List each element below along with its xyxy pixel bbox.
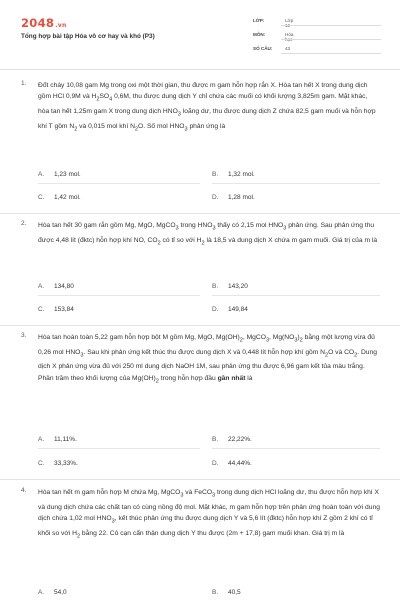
meta-underline xyxy=(281,53,381,54)
meta-underline xyxy=(281,39,381,40)
meta-underline xyxy=(281,25,381,26)
question-text: Hòa tan hết 30 gam rắn gồm Mg, MgO, MgCO$_3$ trong $HNO_3$ thấy có 2,15 mol $HNO_3$ phản ứng. Sau phản ứng thu được 4,48 lít (đktc) hỗn hợp khí NO, $CO_2$ có tỉ so với $H_2$ là 18,5 và dung dịch X chứa m gam muối. Giá trị của m là xyxy=(38,222,378,246)
option-divider xyxy=(212,183,380,184)
option-label: B. xyxy=(212,589,219,596)
option-label: A. xyxy=(38,171,45,178)
question-separator xyxy=(0,479,400,480)
meta-key: SỐ CÂU: xyxy=(253,46,273,51)
option-text: 22,22%. xyxy=(228,436,252,443)
page-title: Tổng hợp bài tập Hóa vô cơ hay và khó (P3) xyxy=(21,33,155,40)
option-divider xyxy=(212,295,380,296)
meta-key: LỚP: xyxy=(253,18,265,23)
option-text: 153,84 xyxy=(54,306,74,313)
option-label: C. xyxy=(38,194,45,201)
option-label: A. xyxy=(38,589,45,596)
option-text: 11,11%. xyxy=(54,436,77,443)
meta-value: Hóa xyxy=(285,32,294,37)
option-divider xyxy=(38,295,200,296)
option-text: 1,28 mol. xyxy=(228,194,255,201)
meta-value: Lớp xyxy=(285,18,294,23)
question-separator xyxy=(0,213,400,214)
question-separator xyxy=(0,325,400,326)
page-header xyxy=(0,0,400,70)
meta-key: MÔN: xyxy=(253,32,266,37)
header-divider xyxy=(0,69,400,70)
question-number: 1. xyxy=(21,80,27,87)
meta-value: 43 xyxy=(285,46,291,51)
option-text: 143,20 xyxy=(228,283,248,290)
option-divider xyxy=(38,448,200,449)
question-number: 3. xyxy=(21,332,27,339)
option-label: A. xyxy=(38,283,45,290)
question-text: Hòa tan hết m gam hỗn hợp M chứa Mg, MgCO$_3$ và FeCO$_3$ trong dung dịch HCl loãng dư, thu được hỗn hợp khí X và dung dịch chứa các chất tan có cùng nồng độ mol. Mặt khác, m gam hỗn hợp trên phản ứng hoàn toàn với dung dịch chứa 1,02 mol $HNO_3$, kết thúc phản ứng thu được dung dịch Y và 5,6 lít (đktc) hỗn hợp khí Z gồm 2 khí có tỉ khối so với $H_2$ bằng 22. Cô cạn cẩn thận dung dịch Y thu được (2m + 17,8) gam muối khan. Giá trị m là xyxy=(38,489,380,539)
option-label: B. xyxy=(212,436,219,443)
logo-suffix: .vn xyxy=(55,22,67,29)
option-label: C. xyxy=(38,306,45,313)
option-label: D. xyxy=(212,194,219,201)
option-label: D. xyxy=(212,460,219,467)
option-label: C. xyxy=(38,460,45,467)
option-label: A. xyxy=(38,436,45,443)
question-number: 4. xyxy=(21,487,27,494)
option-text: 33,33%. xyxy=(54,460,78,467)
option-text: 44,44%. xyxy=(228,460,252,467)
logo-text: 2048 xyxy=(21,16,55,30)
option-divider xyxy=(212,448,380,449)
site-logo[interactable] xyxy=(21,16,67,30)
question-text: Đốt cháy 10,08 gam Mg trong oxi một thời gian, thu được m gam hỗn hợp rắn X. Hòa tan hết X trong dung dịch gồm HCl 0,9M và $H_2SO_4$ 0,6M, thu được dung dịch Y chỉ chứa các muối có khối lượng 3,825m gam. Mặt khác, hòa tan hết 1,25m gam X trong dung dịch $HNO_3$ loãng dư, thu được dung dịch Z chứa 82,5 gam muối và hỗn hợp khí T gồm $N_2$ và 0,015 mol khí $N_2O$. Số mol $HNO_3$ phản ứng là xyxy=(38,82,376,132)
option-text: 134,80 xyxy=(54,283,74,290)
option-text: 54,0 xyxy=(54,589,67,596)
option-text: 149,84 xyxy=(228,306,248,313)
option-text: 1,32 mol. xyxy=(228,171,255,178)
option-label: B. xyxy=(212,283,219,290)
question-number: 2. xyxy=(21,220,27,227)
option-text: 1,23 mol. xyxy=(54,171,81,178)
option-label: D. xyxy=(212,306,219,313)
option-text: 1,42 mol. xyxy=(54,194,81,201)
option-divider xyxy=(38,183,200,184)
question-text: Hòa tan hoàn toàn 5,22 gam hỗn hợp bột M gồm Mg, MgO, $Mg(OH)_2$, MgCO$_3$, $Mg(NO_3)_2$ bằng một lượng vừa đủ 0,26 mol $HNO_3$. Sau khi phản ứng kết thúc thu được dung dịch X và 0,448 lít hỗn hợp khí gồm $N_2O$ và $CO_2$. Dung dịch X phản ứng vừa đủ với 250 ml dung dịch NaOH 1M, sau phản ứng thu được 6,96 gam kết tủa màu trắng. Phần trăm theo khối lượng của $Mg(OH)_2$ trong hỗn hợp đầu gần nhất là xyxy=(38,334,377,384)
option-label: B. xyxy=(212,171,219,178)
option-text: 40,5 xyxy=(228,589,241,596)
